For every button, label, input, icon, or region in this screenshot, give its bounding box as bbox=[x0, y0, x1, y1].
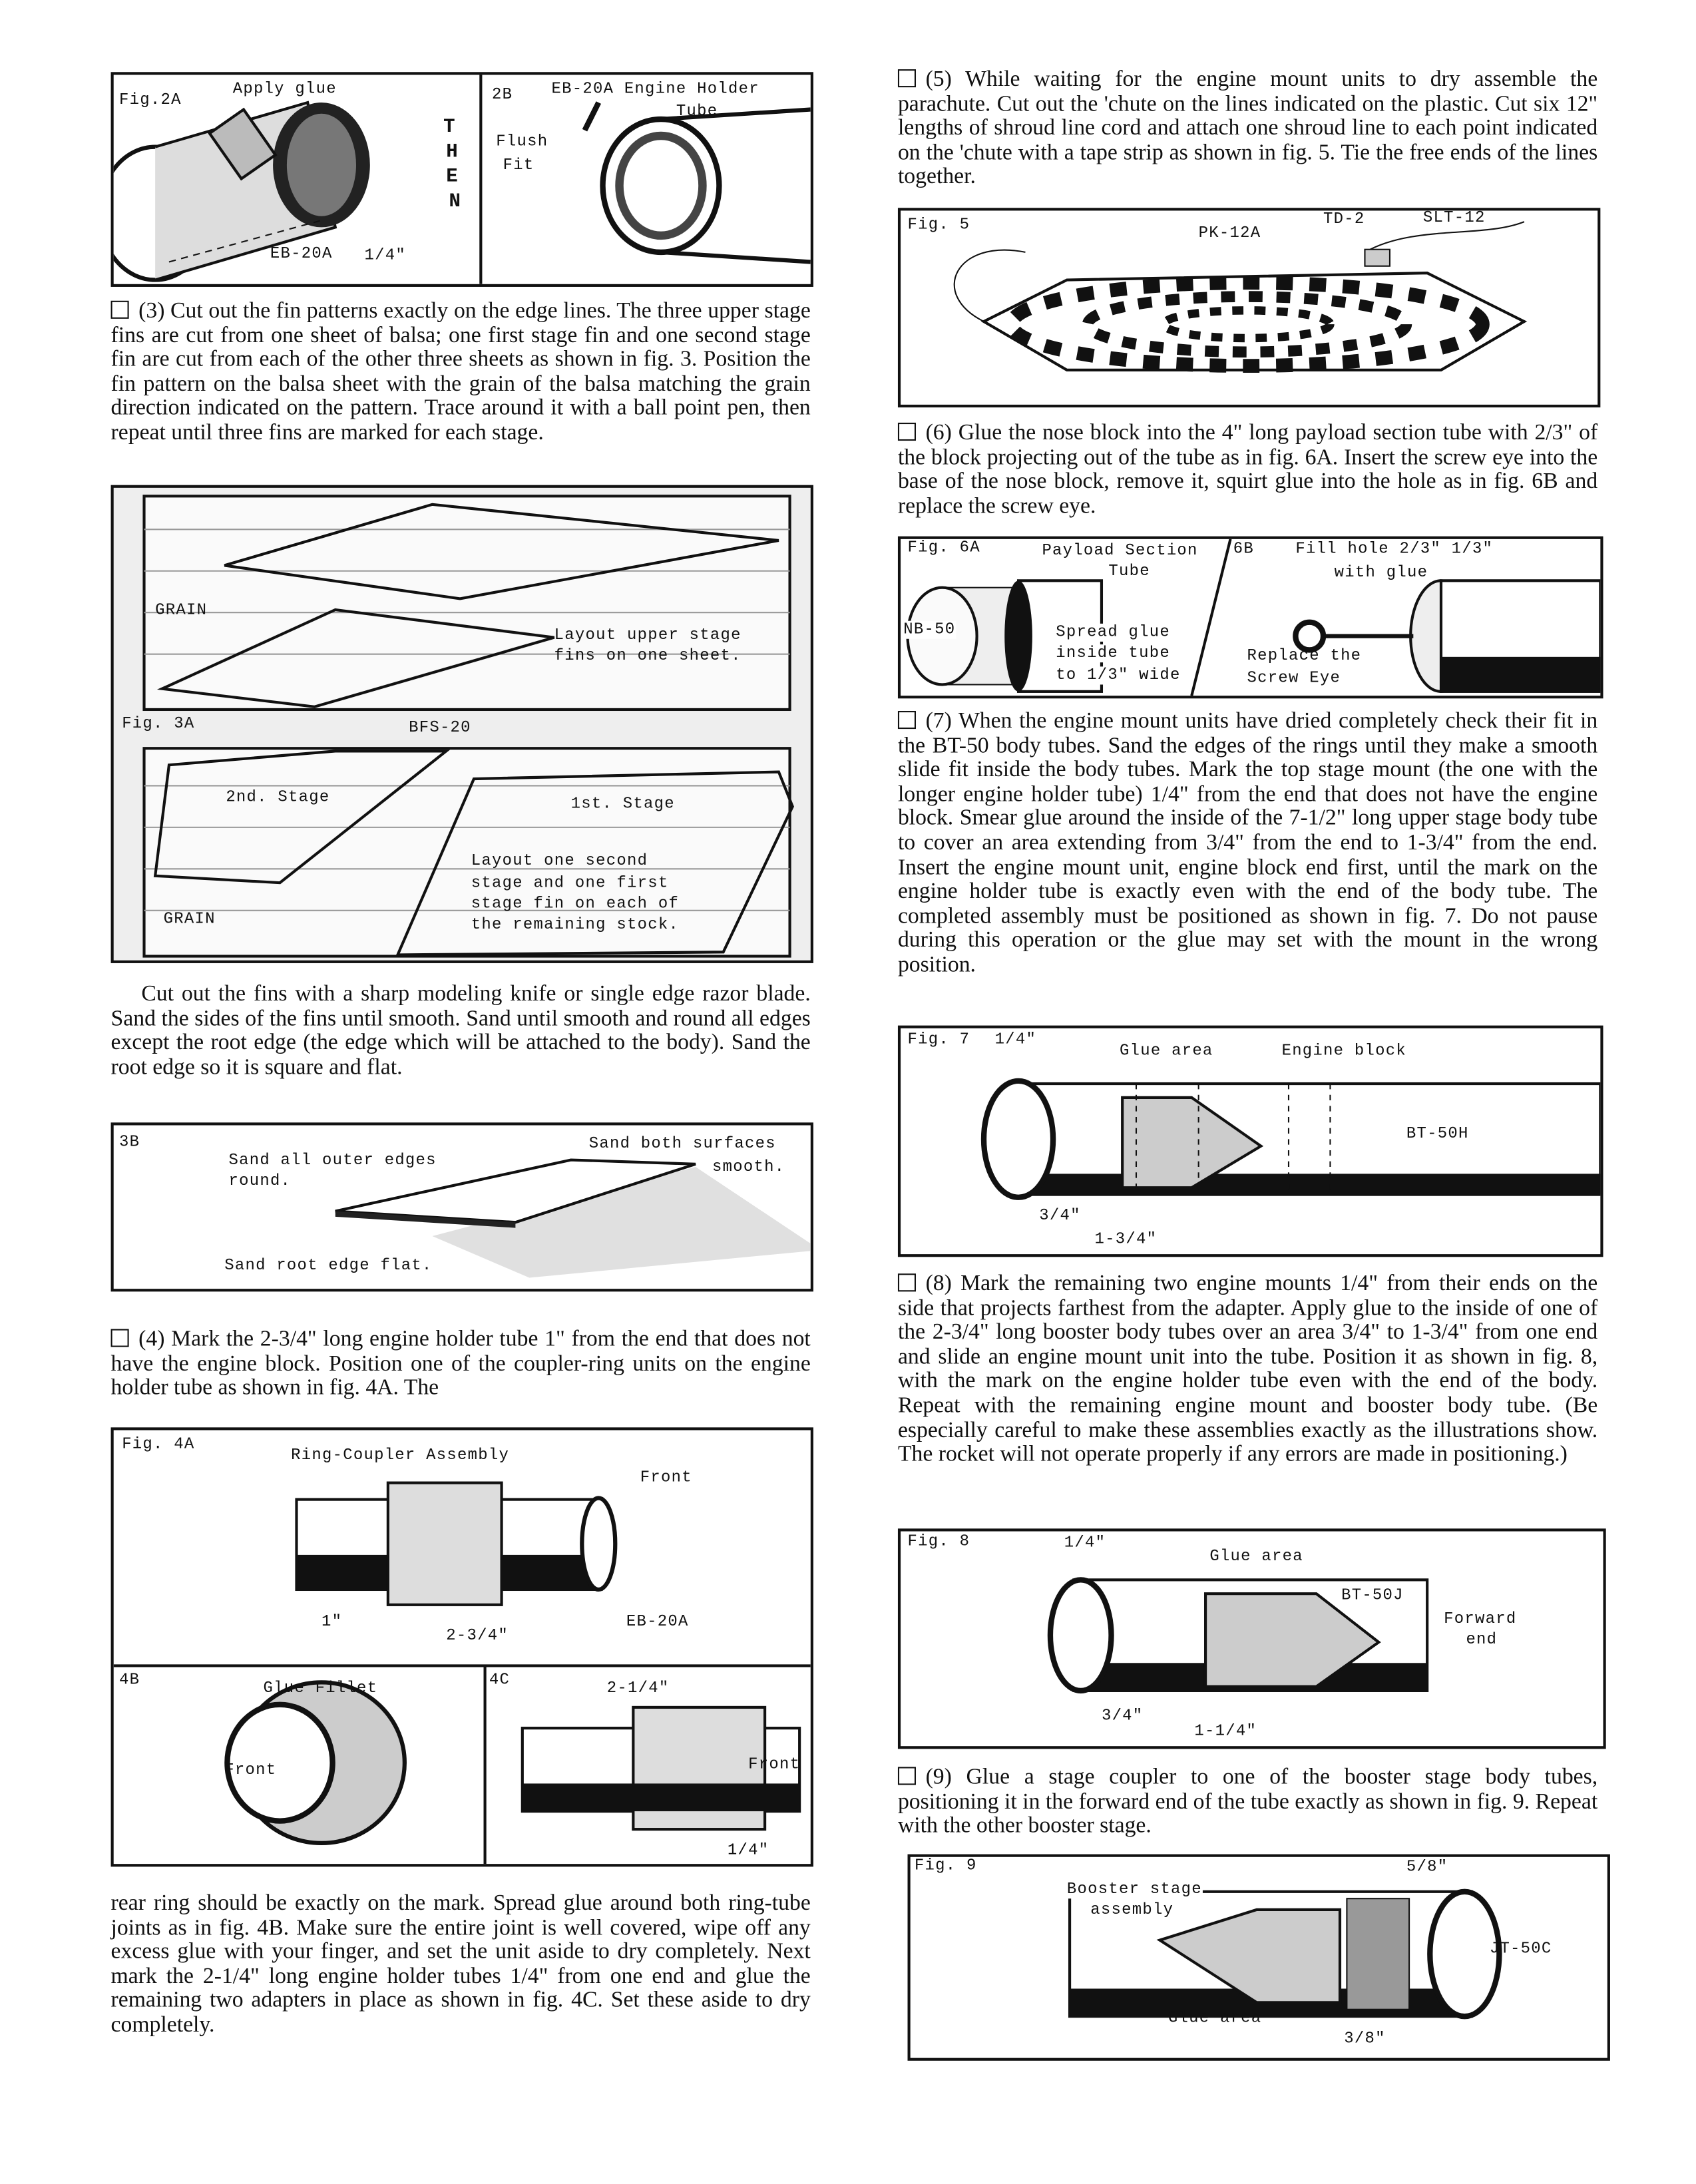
fig7-label: 1-3/4" bbox=[1094, 1230, 1158, 1249]
fig2-label: Fig.2A bbox=[119, 91, 182, 110]
figure-4 bbox=[111, 1427, 813, 1866]
fig7-label: Engine block bbox=[1281, 1042, 1406, 1060]
fig3b-label: Sand root edge flat. bbox=[224, 1257, 433, 1275]
fig3-label: stage and one first bbox=[471, 874, 669, 893]
fig3-label: Fig. 3A bbox=[122, 715, 195, 734]
fig8-label: Glue area bbox=[1209, 1548, 1303, 1566]
fig5-label: TD-2 bbox=[1323, 210, 1365, 229]
fig8-label: 1-1/4" bbox=[1194, 1722, 1257, 1741]
fig3-label: fins on one sheet. bbox=[554, 647, 742, 666]
fig2-label: EB-20A Engine Holder bbox=[551, 80, 759, 99]
fig9-label: 5/8" bbox=[1406, 1858, 1448, 1876]
fig5-label: SLT-12 bbox=[1422, 209, 1486, 228]
step-4-continued-text: rear ring should be exactly on the mark. Spread glue around both ring-tube joints as in fig. 4B. Make sure the entire joint is well covered, wipe off any excess glue with your finger, and set the unit aside to dry completely. Next mark the 2-1/4" long engine holder tubes 1/4" from one end and glue the remaining two adapters in place as shown in fig. 4C. Set these aside to dry completely. bbox=[110, 1890, 811, 2038]
step-5-text: (5) While waiting for the engine mount units to dry assemble the parachute. Cut out the 'chute on the lines indicated on the plastic. Cut six 12" lengths of shroud line cord and attach one shroud line to each point indicated on the 'chute with a tape strip as shown in fig. 5. Tie the free ends of the lines together. bbox=[897, 66, 1598, 189]
fig3b-label: Sand all outer edges bbox=[228, 1152, 437, 1170]
figure-7-drawing bbox=[901, 1028, 1600, 1254]
fig6-label: 6B bbox=[1233, 540, 1254, 559]
fig4c-label: 1/4" bbox=[727, 1841, 769, 1860]
fig9-label: JT-50C bbox=[1489, 1940, 1552, 1958]
fig3-label: GRAIN bbox=[155, 601, 208, 620]
fig9-label: 3/8" bbox=[1344, 2030, 1386, 2049]
fig6-label: to 1/3" wide bbox=[1056, 666, 1181, 685]
fig6-label: Payload Section bbox=[1042, 542, 1198, 560]
fig4a-label: Front bbox=[640, 1468, 692, 1487]
fig6-label: NB-50 bbox=[903, 620, 956, 639]
fig2-label: EB-20A bbox=[270, 245, 333, 264]
fig4c-label: 4C bbox=[489, 1671, 511, 1689]
then-letter: T bbox=[443, 116, 456, 139]
step-3-checkbox[interactable] bbox=[111, 301, 129, 319]
step-8-checkbox[interactable] bbox=[898, 1273, 916, 1291]
fig9-label: Fig. 9 bbox=[914, 1856, 977, 1875]
step-9-text: (9) Glue a stage coupler to one of the booster stage body tubes, positioning it in the forward end of the tube exactly as shown in fig. 9. Repeat with the other booster stage. bbox=[897, 1764, 1598, 1838]
fig7-label: 1/4" bbox=[994, 1030, 1037, 1049]
fig4b-label: Glue Fillet bbox=[263, 1679, 378, 1698]
step-4-text: (4) Mark the 2-3/4" long engine holder tube 1" from the end that does not have the engine block. Position one of the coupler-ring units on the engine holder tube as shown in fig. 4A. The bbox=[110, 1326, 811, 1401]
step-6-text: (6) Glue the nose block into the 4" long payload section tube with 2/3" of the block projecting out of the tube as in fig. 6A. Insert the screw eye into the base of the nose block, remove it, squirt glue into the hole as in fig. 6B and replace the screw eye. bbox=[897, 419, 1598, 519]
figure-4-drawing bbox=[114, 1430, 811, 1864]
then-letter: H bbox=[446, 141, 459, 164]
fig3-label: Layout upper stage bbox=[554, 626, 742, 645]
fig3b-label: round. bbox=[228, 1172, 292, 1191]
fig8-label: end bbox=[1466, 1631, 1498, 1649]
fig4a-label: Fig. 4A bbox=[122, 1435, 195, 1454]
fig8-label: 3/4" bbox=[1101, 1707, 1144, 1725]
fin-cutting-text: Cut out the fins with a sharp modeling knife or single edge razor blade. Sand the sides of the fins until smooth. Sand until smooth and round all edges except the root edge (the edge which will be attached to the body). Sand the root edge so it is square and flat. bbox=[110, 981, 811, 1080]
fig3b-label: 3B bbox=[119, 1133, 140, 1152]
fig3-label: 2nd. Stage bbox=[226, 788, 330, 807]
fig4a-label: EB-20A bbox=[626, 1613, 689, 1632]
fig3-label: stage fin on each of bbox=[471, 895, 680, 913]
fig6-label: with glue bbox=[1334, 564, 1428, 582]
fig8-label: BT-50J bbox=[1341, 1586, 1404, 1605]
fig3-label: BFS-20 bbox=[409, 719, 471, 738]
fig3b-label: Sand both surfaces bbox=[588, 1135, 776, 1154]
fig8-label: 1/4" bbox=[1064, 1534, 1106, 1552]
fig4b-label: Front bbox=[224, 1761, 277, 1780]
then-letter: N bbox=[449, 191, 462, 214]
fig4c-label: 2-1/4" bbox=[606, 1679, 670, 1698]
fig2-label: Fit bbox=[503, 156, 534, 175]
step-4-checkbox[interactable] bbox=[111, 1329, 129, 1347]
fig7-label: Glue area bbox=[1120, 1042, 1213, 1060]
fig2-label: Apply glue bbox=[232, 80, 337, 99]
step-6-checkbox[interactable] bbox=[898, 423, 916, 441]
fig9-label: assembly bbox=[1090, 1901, 1174, 1920]
fig6-label: Replace the bbox=[1247, 647, 1362, 666]
fig4a-label: Ring-Coupler Assembly bbox=[291, 1446, 510, 1465]
fig6-label: Fig. 6A bbox=[907, 539, 980, 557]
step-9-checkbox[interactable] bbox=[898, 1767, 916, 1785]
fig4b-label: 4B bbox=[119, 1671, 140, 1689]
fig8-label: Fig. 8 bbox=[907, 1532, 970, 1551]
fig6-label: inside tube bbox=[1056, 644, 1171, 663]
fig4a-label: 1" bbox=[321, 1613, 343, 1632]
fig5-label: PK-12A bbox=[1198, 224, 1261, 243]
fig3-label: GRAIN bbox=[163, 910, 216, 929]
then-letter: E bbox=[446, 166, 459, 189]
fig6-label: Spread glue bbox=[1056, 623, 1171, 642]
fig7-label: BT-50H bbox=[1406, 1125, 1469, 1144]
fig7-label: 3/4" bbox=[1039, 1207, 1081, 1225]
fig4c-label: Front bbox=[748, 1755, 801, 1774]
fig6-label: Fill hole 2/3" 1/3" bbox=[1295, 540, 1494, 559]
fig3b-label: smooth. bbox=[712, 1158, 785, 1177]
fig9-label: Booster stage bbox=[1066, 1880, 1202, 1899]
fig9-label: Glue area bbox=[1167, 2009, 1262, 2028]
figure-7 bbox=[898, 1026, 1603, 1257]
fig3-label: the remaining stock. bbox=[471, 916, 680, 935]
fig2-label: Tube bbox=[676, 103, 718, 121]
fig2-label: Flush bbox=[496, 132, 548, 151]
step-7-text: (7) When the engine mount units have dried completely check their fit in the BT-50 body tubes. Sand the edges of the rings until they make a smooth slide fit inside the body tubes. Mark the top stage mount (the one with the longer engine holder tube) 1/4" from the end that does not have the engine block. Smear glue around the inside of the 7-1/2" long upper stage body tube to cover an area extending from 3/4" from the end to 1-3/4" from the end. Insert the engine mount unit, engine block end first, until the mark on the engine holder tube is exactly even with the end of the body tube. The completed assembly must be positioned as shown in fig. 7. Do not pause during this operation or the glue may set with the mount in the wrong position. bbox=[897, 708, 1598, 977]
step-8-text: (8) Mark the remaining two engine mounts 1/4" from their ends on the side that projects farthest from the adapter. Apply glue to the inside of one of the 2-3/4" long booster body tubes over an area 3/4" to 1-3/4" from one end and slide an engine mount unit into the tube. Position it as shown in fig. 8, with the mark on the engine holder tube even with the end of the body. Repeat with the remaining engine mount and booster body tube. (Be especially careful to make these assemblies exactly as the illustrations show. The rocket will not operate properly if any errors are made in positioning.) bbox=[897, 1271, 1598, 1466]
fig4a-label: 2-3/4" bbox=[446, 1627, 509, 1645]
fig6-label: Tube bbox=[1108, 562, 1150, 581]
step-7-checkbox[interactable] bbox=[898, 711, 916, 729]
step-5-checkbox[interactable] bbox=[898, 69, 916, 87]
fig2-label: 2B bbox=[492, 86, 513, 105]
fig7-label: Fig. 7 bbox=[907, 1030, 970, 1049]
fig3-label: 1st. Stage bbox=[570, 795, 675, 814]
fig6-label: Screw Eye bbox=[1247, 669, 1341, 688]
fig3-label: Layout one second bbox=[471, 852, 648, 871]
step-3-text: (3) Cut out the fin patterns exactly on the edge lines. The three upper stage fins are cut from one sheet of balsa; one first stage fin and one second stage fin are cut from each of the other three sheets as shown in fig. 3. Position the fin pattern on the balsa sheet with the grain of the balsa matching the grain direction indicated on the pattern. Trace around it with a ball point pen, then repeat until three fins are marked for each stage. bbox=[110, 298, 811, 445]
fig2-label: 1/4" bbox=[364, 246, 406, 265]
fig5-label: Fig. 5 bbox=[907, 216, 970, 234]
fig8-label: Forward bbox=[1444, 1610, 1517, 1629]
